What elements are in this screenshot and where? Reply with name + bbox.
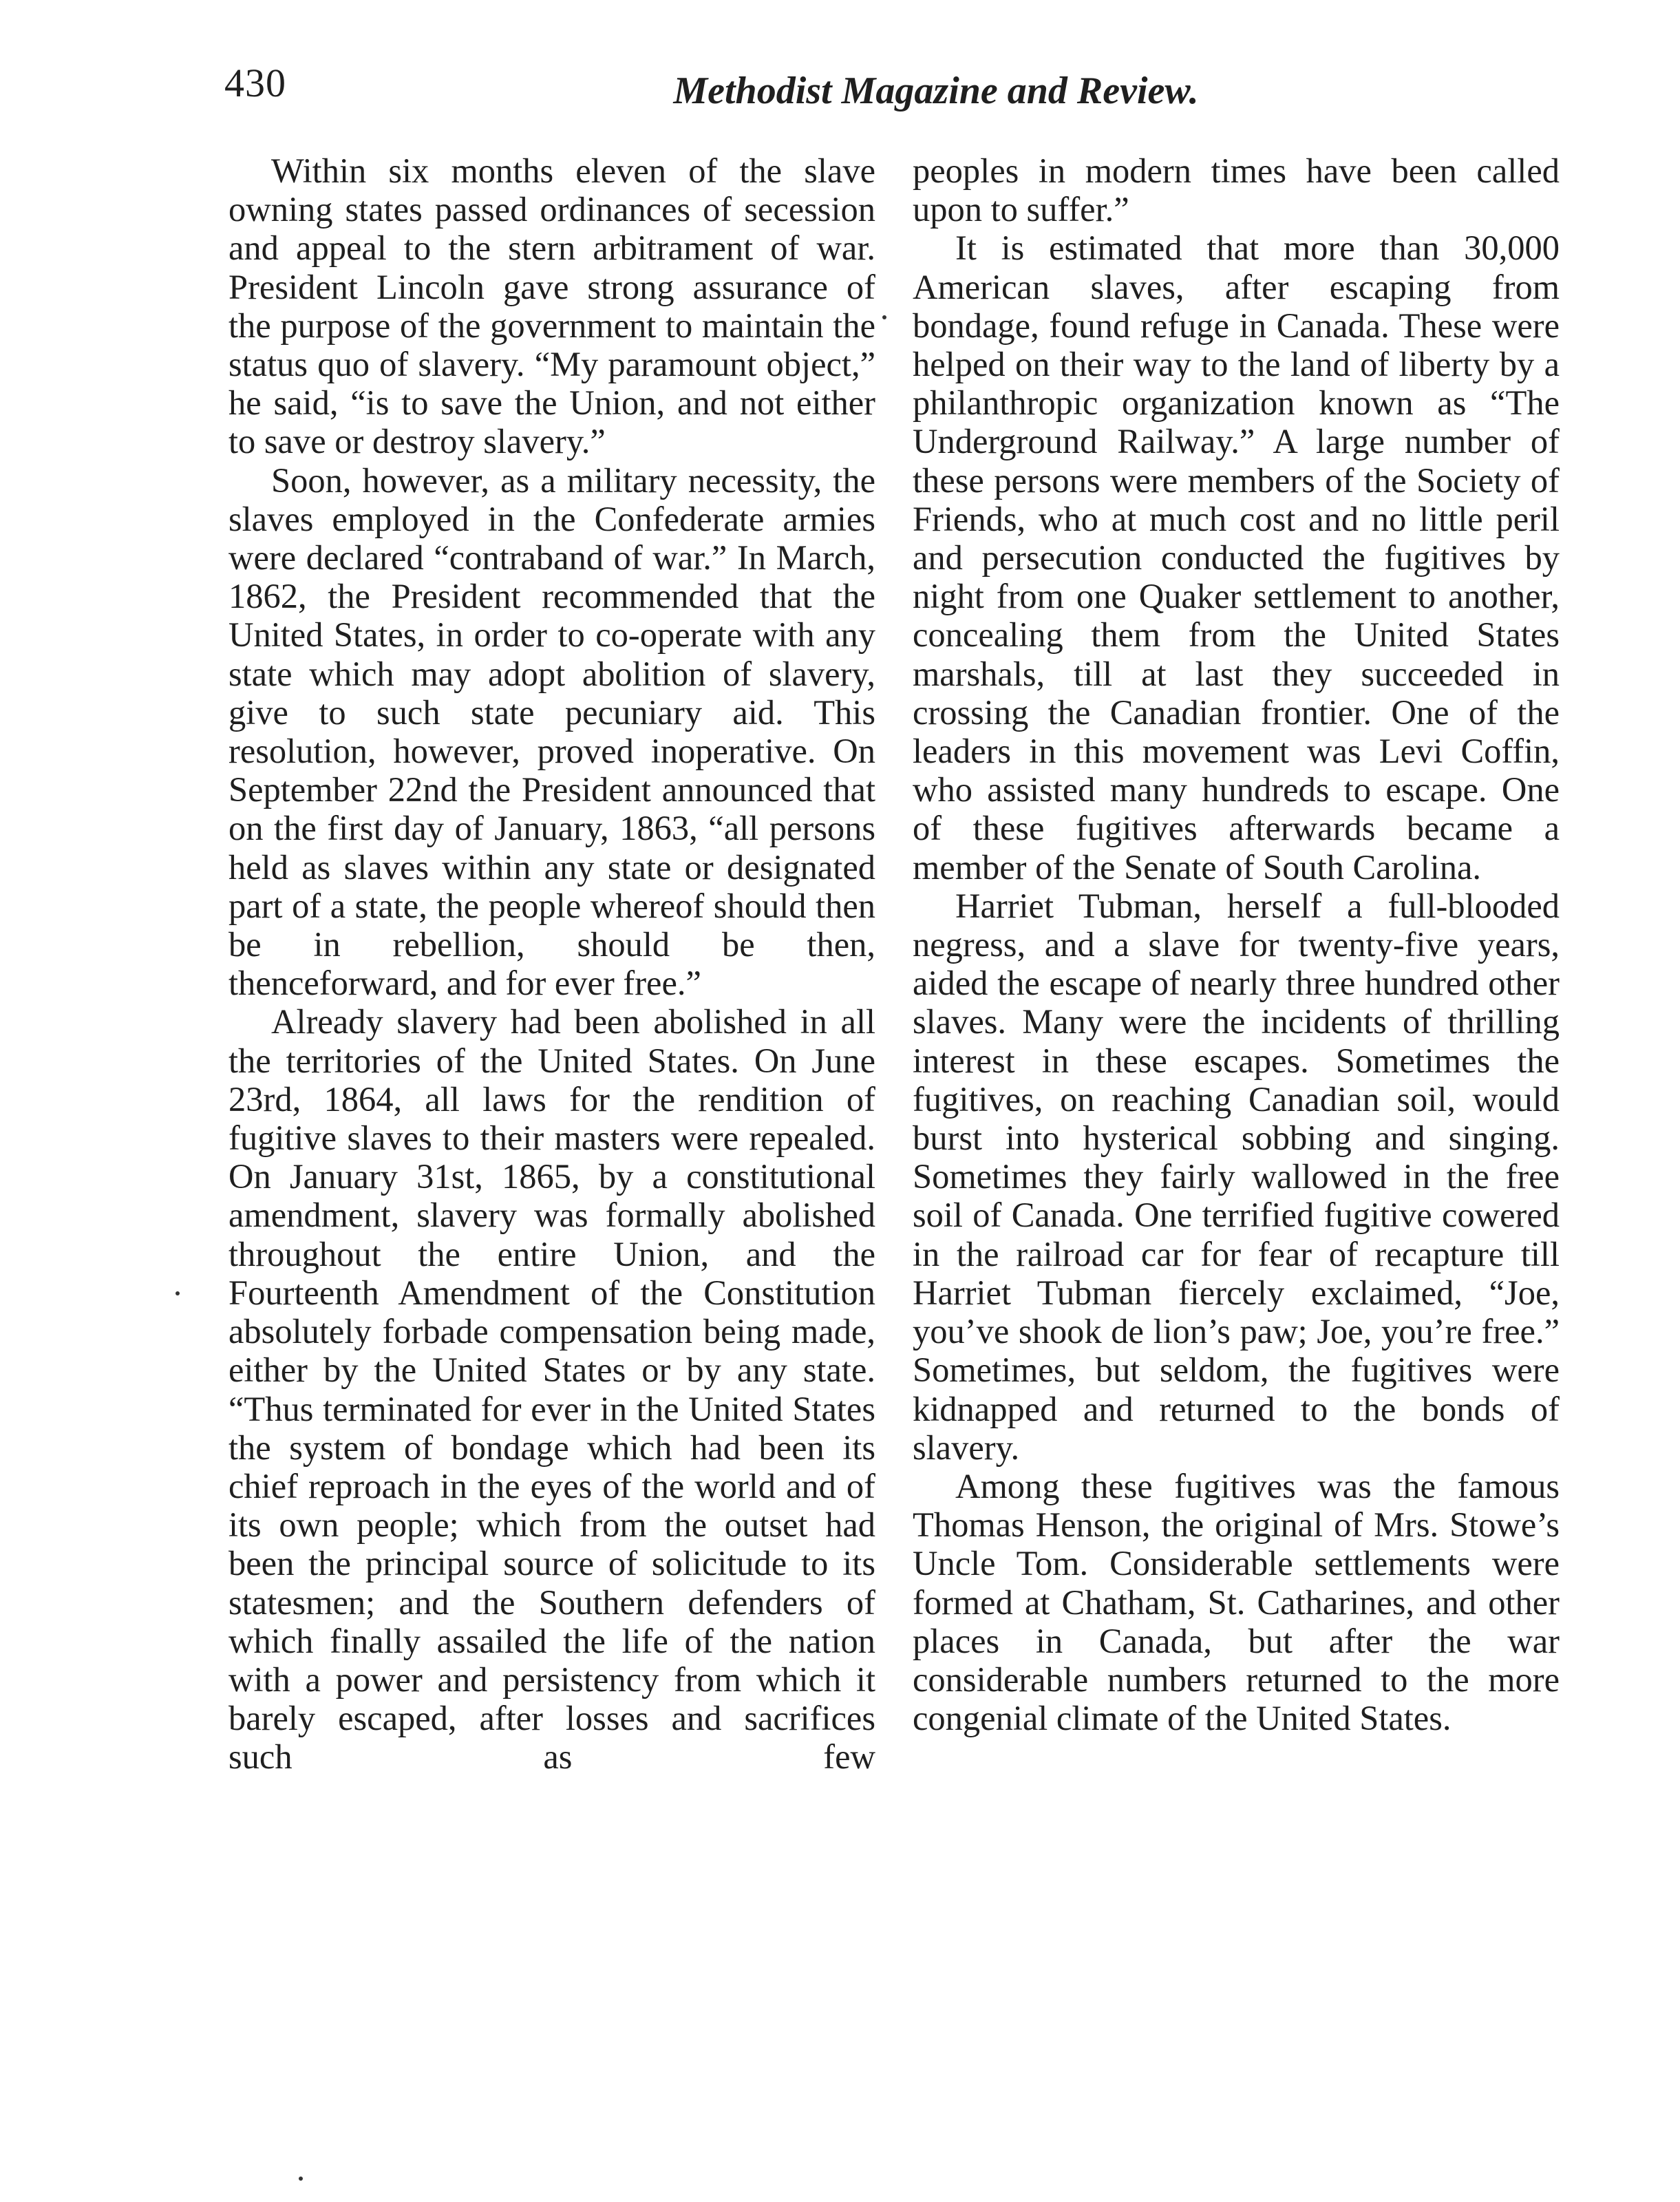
left-column bbox=[228, 151, 875, 1777]
margin-speck bbox=[299, 2177, 303, 2181]
paragraph-contraband: Soon, however, as a military necessity, the slaves employed in the Confederate armies were declared “contraband of war.” In March, 1862, the President recommended that the United States, in order to co-operate with any state which may adopt abolition of slavery, give to such state pecuniary aid. This resolution, however, proved inoperative. On September 22nd the President announced that on the first day of January, 1863, “all persons held as slaves within any state or designated part of a state, the people whereof should then be in rebellion, should be then, thenceforward, and for ever free.” bbox=[228, 460, 875, 1003]
paragraph-secession: Within six months eleven of the slave owning states passed ordinances of secession and appeal to the stern arbitrament of war. President Lincoln gave strong assurance of the purpose of the government to maintain the status quo of slavery. “My paramount object,” he said, “is to save the Union, and not either to save or destroy slavery.” bbox=[228, 151, 875, 461]
page-number: 430 bbox=[224, 61, 286, 105]
paragraph-underground-railway: It is estimated that more than 30,000 American slaves, after escaping from bondage, found refuge in Canada. These were helped on their way to the land of liberty by a philanthropic organization known as “The Underground Railway.” A large number of these persons were members of the Society of Friends, who at much cost and no little peril and persecution conducted the fugitives by night from one Quaker settlement to another, concealing them from the United States marshals, till at last they succeeded in crossing the Canadian frontier. One of the leaders in this movement was Levi Coffin, who assisted many hundreds to escape. One of these fugitives afterwards became a member of the Senate of South Carolina. bbox=[913, 229, 1560, 887]
paragraph-thomas-henson: Among these fugitives was the famous Thomas Henson, the original of Mrs. Stowe’s Uncle Tom. Considerable settlements were formed at Chatham, St. Catharines, and other places in Canada, but after the war considerable numbers returned to the more congenial climate of the United States. bbox=[913, 1466, 1560, 1738]
paragraph-harriet-tubman: Harriet Tubman, herself a full-blooded negress, and a slave for twenty-five years, aided the escape of nearly three hundred other slaves. Many were the incidents of thrilling interest in these escapes. Sometimes the fugitives, on reaching Canadian soil, would burst into hysterical sobbing and singing. Sometimes they fairly wallowed in the free soil of Canada. One terrified fugitive cowered in the railroad car for fear of recapture till Harriet Tubman fiercely exclaimed, “Joe, you’ve shook de lion’s paw; Joe, you’re free.” Sometimes, but seldom, the fugitives were kidnapped and returned to the bonds of slavery. bbox=[913, 886, 1560, 1467]
right-column bbox=[913, 151, 1560, 1737]
margin-speck bbox=[882, 315, 886, 319]
paragraph-continuation: peoples in modern times have been called upon to suffer.” bbox=[913, 151, 1560, 229]
running-title: Methodist Magazine and Review. bbox=[673, 70, 1199, 112]
paragraph-abolition: Already slavery had been abolished in all the territories of the United States. On June 23rd, 1864, all laws for the rendition of fugitive slaves to their masters were repealed. On January 31st, 1865, by a constitutional amendment, slavery was formally abolished throughout the entire Union, and the Fourteenth Amendment of the Constitution absolutely forbade compensation being made, either by the United States or by any state. “Thus terminated for ever in the United States the system of bondage which had been its chief reproach in the eyes of the world and of its own people; which from the outset had been the principal source of solicitude to its statesmen; and the Southern defenders of which finally assailed the life of the nation with a power and persistency from which it barely escaped, after losses and sacrifices such as few bbox=[228, 1002, 875, 1777]
margin-speck bbox=[176, 1291, 180, 1295]
